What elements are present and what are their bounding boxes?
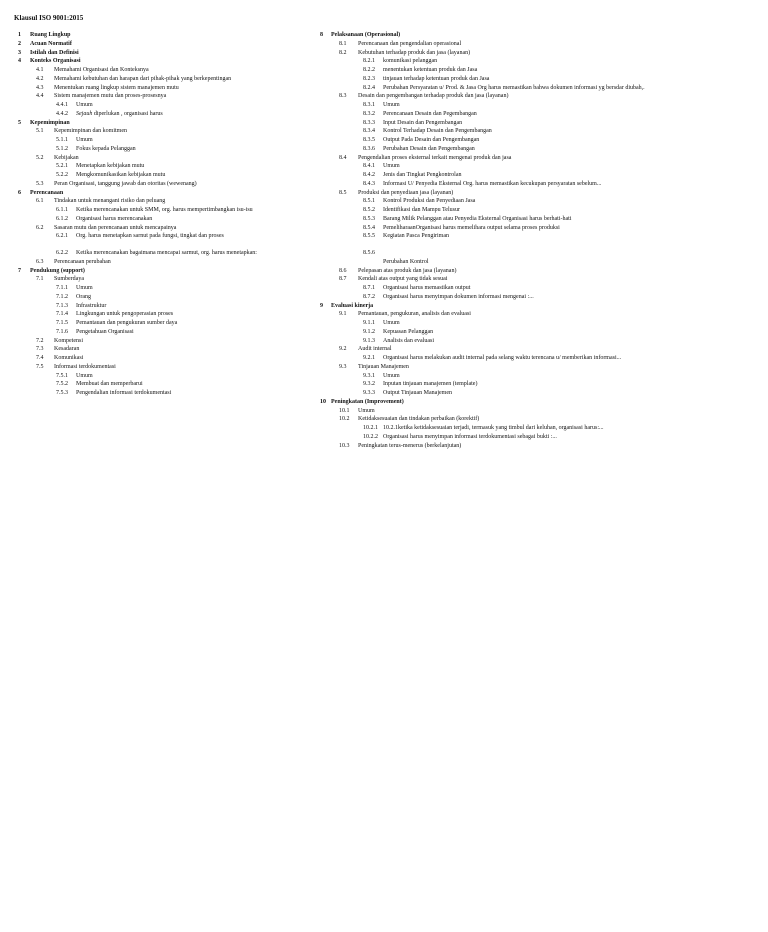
toc-entry (14, 136, 314, 145)
clause-title: Jenis dan Tingkat Pengkontrolan (383, 172, 462, 178)
toc-entry (317, 258, 757, 267)
clause-title: Istilah dan Definisi (30, 49, 79, 56)
clause-number: 6.2.1 (56, 233, 68, 240)
toc-entry (14, 180, 314, 189)
clause-title: Perencanaan Desain dan Pegembangan (383, 110, 477, 117)
toc-entry (14, 197, 314, 206)
clause-title: Audit internal (358, 346, 392, 353)
clause-title: Analisis dan evaluasi (383, 337, 434, 344)
clause-title: Sistem manajemen mutu dan proses-prosesnya (54, 93, 167, 100)
toc-entry (14, 75, 314, 84)
clause-number: 9.3.3 (363, 390, 375, 396)
toc-entry (317, 180, 757, 189)
toc-entry (14, 101, 314, 110)
toc-entry (317, 310, 757, 319)
toc-entry (317, 197, 757, 206)
clause-title: Organisasi harus melakukan audit internal pada selang waktu terencana u/ memberikan informasi... (383, 355, 622, 361)
clause-title: Ruang Lingkup (30, 32, 71, 38)
toc-entry (317, 328, 757, 337)
clause-title: Sasaran mutu dan perencanaan untuk mencapainya (54, 224, 177, 231)
clause-title: Umum (383, 102, 400, 108)
toc-entry (14, 267, 314, 276)
clause-title: Pendukung (support) (30, 267, 85, 274)
clause-number: 2 (18, 40, 21, 47)
clause-number: 7.1.3 (56, 302, 68, 309)
clause-title: Informasi terdokumentasi (54, 363, 116, 370)
clause-title: menentukan ketentuan produk dan Jasa (383, 67, 478, 73)
clause-number: 7.1.6 (56, 328, 68, 335)
clause-number: 9.2 (339, 346, 347, 353)
clause-title: Pelaksanaan (Operasional) (331, 32, 401, 38)
clause-number: 7.5.2 (56, 381, 68, 388)
toc-entry (14, 31, 314, 40)
toc-entry (14, 249, 314, 258)
toc-entry (14, 84, 314, 93)
clause-number: 5.1.1 (56, 137, 68, 143)
clause-title: Desain dan pengembangan terhadap produk dan jasa (layanan) (358, 93, 509, 100)
clause-title: Konteks Organisasi (30, 58, 81, 65)
clause-title: Fokus kepada Pelanggan (76, 145, 136, 152)
clause-number: 8.7.2 (363, 293, 375, 300)
toc-entry (317, 66, 757, 75)
clause-title: Orang (76, 293, 91, 300)
toc-entry (14, 380, 314, 389)
clause-number: 4.1 (36, 67, 44, 73)
clause-number: 3 (18, 49, 21, 56)
clause-title: Perubahan Persyaratan u/ Prod. & Jasa Org harus memastikan bahwa dokumen informasi yg bersdar diubah,. (383, 84, 645, 91)
clause-title: Kendali atas output yang tidak sesuai (358, 276, 448, 283)
toc-right-column (317, 31, 757, 450)
clause-number: 8.5.2 (363, 207, 375, 213)
toc-entry (317, 206, 757, 215)
clause-number: 6.1 (36, 198, 44, 205)
toc-entry (317, 75, 757, 84)
toc-entry (317, 232, 757, 241)
clause-title: PemeliharaanOrganisasi harus memelihara output selama proses produksi (383, 224, 560, 231)
clause-number: 5.2 (36, 154, 44, 161)
clause-title: Kontrol Terhadap Desain dan Pengembangan (383, 128, 492, 135)
toc-entry (14, 372, 314, 381)
toc-entry (14, 363, 314, 372)
toc-entry (317, 127, 757, 136)
toc-entry (317, 101, 757, 110)
clause-number: 10.2.2 (363, 433, 378, 440)
clause-title: Kebutuhan terhadap produk dan jasa (layanan) (358, 49, 471, 56)
toc-entry (317, 433, 757, 442)
clause-number: 8.1 (339, 40, 347, 47)
toc-entry (317, 372, 757, 381)
clause-number: 8.2.2 (363, 67, 375, 73)
clause-number: 6 (18, 189, 21, 196)
toc-entry (14, 49, 314, 58)
toc-entry (317, 398, 757, 407)
toc-entry (317, 345, 757, 354)
toc-entry (317, 49, 757, 58)
clause-number: 8.5.1 (363, 198, 375, 205)
toc-entry (14, 92, 314, 101)
clause-number: 7.2 (36, 337, 44, 344)
toc-entry (317, 145, 757, 154)
clause-title: Output Tinjauan Manajemen (383, 390, 452, 396)
clause-number: 7.5.1 (56, 372, 68, 379)
clause-number: 9.1 (339, 311, 347, 318)
clause-title: Organisasi harus menyimpan dokumen informasi mengenai :... (383, 293, 534, 300)
clause-number: 7.4 (36, 355, 44, 361)
toc-entry (14, 40, 314, 49)
toc-entry (317, 337, 757, 346)
clause-number: 8.3.6 (363, 145, 375, 152)
clause-number: 8.5.4 (363, 224, 375, 231)
toc-entry (317, 275, 757, 284)
toc-entry (317, 31, 757, 40)
clause-number: 7.5 (36, 363, 44, 370)
toc-entry (14, 345, 314, 354)
toc-entry (14, 310, 314, 319)
clause-title: Identifikasi dan Mampu Telusur (383, 207, 460, 213)
toc-entry (317, 136, 757, 145)
clause-title: Pemantauan dan pengukuran sumber daya (76, 320, 178, 326)
clause-title: Perubahan Desain dan Pengembangan (383, 145, 475, 152)
clause-title: Memahami Organisasi dan Konteksnya (54, 67, 149, 73)
clause-title: Peningkatan (Improvement) (331, 398, 404, 405)
toc-entry (317, 415, 757, 424)
clause-title: Organisasi harus memastikan output (383, 285, 471, 291)
clause-title: Kompetensi (54, 337, 83, 344)
clause-number: 8.5 (339, 189, 347, 196)
toc-entry (14, 328, 314, 337)
clause-number: 10.2.1 (363, 425, 378, 431)
clause-number: 7.1.5 (56, 320, 68, 326)
clause-number: 4.3 (36, 84, 44, 91)
clause-number: 9.1.3 (363, 337, 375, 344)
toc-entry (14, 275, 314, 284)
clause-number: 8.5.6 (363, 250, 375, 256)
clause-number: 7 (18, 267, 21, 274)
clause-title: Ketika merencanakan untuk SMM, org. harus mempertimbangkan isu-isu (76, 207, 253, 213)
clause-title: Pengetahuan Organisasi (76, 328, 134, 335)
clause-title: Menentukan ruang lingkup sistem manajemen mutu (54, 84, 179, 91)
toc-entry (317, 215, 757, 224)
clause-number: 9.3.2 (363, 381, 375, 388)
toc-entry (317, 380, 757, 389)
toc-entry (14, 189, 314, 198)
toc-entry (317, 224, 757, 233)
clause-number: 6.1.1 (56, 207, 68, 213)
clause-title: Umum (358, 407, 375, 414)
clause-title: Evaluasi kinerja (331, 302, 374, 309)
clause-number: 7.1.4 (56, 311, 68, 318)
clause-number: 8.3.4 (363, 128, 375, 135)
toc-entry (317, 40, 757, 49)
clause-number: 10.3 (339, 442, 350, 449)
clause-number: 8.3 (339, 93, 347, 100)
clause-number: 10.1 (339, 407, 350, 414)
toc-entry (14, 224, 314, 233)
toc-entry (317, 302, 757, 311)
clause-title: Umum (76, 372, 93, 379)
clause-title: Menetapkan kebijakan mutu (76, 163, 145, 170)
clause-title: Pemantauan, pengukuran, analisis dan evaluasi (358, 311, 471, 318)
clause-number: 6.1.2 (56, 215, 68, 222)
clause-number: 6.3 (36, 258, 44, 265)
clause-title: Umum (76, 137, 93, 143)
clause-number: 9.1.2 (363, 328, 375, 335)
toc-entry (14, 284, 314, 293)
clause-number: 4.2 (36, 75, 44, 82)
clause-number: 8 (320, 32, 323, 38)
clause-title: Produksi dan penyediaan jasa (layanan) (358, 189, 454, 196)
toc-entry (14, 57, 314, 66)
clause-number: 8.2.3 (363, 75, 375, 82)
clause-number: 7.1.2 (56, 293, 68, 300)
clause-title: Output Pada Desain dan Pengembangan (383, 137, 480, 143)
clause-title: komunikasi pelanggan (383, 58, 438, 65)
clause-title: Peningkatan terus-menerus (berkelanjutan) (358, 442, 462, 449)
clause-title: Ketika merencanakan bagaimana mencapai sarmut, org. harus menetapkan: (76, 250, 257, 256)
clause-title: Komunikasi (54, 355, 84, 361)
clause-title: Mengkomunikasikan kebijakan mutu (76, 172, 166, 178)
clause-number: 8.6 (339, 267, 347, 274)
clause-title: Pelepasan atas produk dan jasa (layanan) (358, 267, 457, 274)
toc-entry (317, 171, 757, 180)
toc-entry (317, 84, 757, 93)
toc-entry (317, 57, 757, 66)
clause-title: Kepemimpinan (30, 119, 70, 126)
clause-title: Kepemimpinan dan komitmen (54, 128, 127, 135)
clause-title: Tinjauan Manajemen (358, 363, 409, 370)
clause-number: 5.2.1 (56, 163, 68, 170)
clause-number: 8.7.1 (363, 285, 375, 291)
clause-number: 8.5.3 (363, 215, 375, 222)
clause-number: 8.3.1 (363, 102, 375, 108)
toc-entry (14, 127, 314, 136)
clause-number: 10 (320, 398, 326, 405)
clause-number: 8.4 (339, 154, 347, 161)
clause-title: Perubahan Kontrol (383, 258, 429, 265)
clause-title: Kontrol Produksi dan Penyediaan Jasa (383, 198, 476, 205)
clause-number: 6.2 (36, 224, 44, 231)
clause-number: 5 (18, 119, 21, 126)
toc-entry (317, 424, 757, 433)
clause-number: 10.2 (339, 416, 350, 423)
toc-entry (317, 119, 757, 128)
clause-title: Kesadaran (54, 346, 80, 353)
toc-entry (317, 319, 757, 328)
clause-title: Sejauh diperlukan , organisasi harus (76, 110, 163, 117)
clause-number: 5.3 (36, 180, 44, 187)
clause-number: 8.2 (339, 49, 347, 56)
clause-title: Umum (383, 372, 400, 379)
toc-entry (14, 110, 314, 119)
clause-number: 9 (320, 302, 323, 309)
clause-title: Organisasi harus menyimpan informasi terdokumentasi sebagai bukti :... (383, 433, 557, 440)
clause-number: 8.3.3 (363, 119, 375, 126)
toc-entry (317, 92, 757, 101)
toc-entry (317, 284, 757, 293)
page-title: Klausul ISO 9001:2015 (14, 14, 84, 22)
toc-entry (14, 171, 314, 180)
clause-number: 5.1 (36, 128, 44, 135)
toc-entry (14, 293, 314, 302)
clause-title: Memahami kebutuhan dan harapan dari pihak-pihak yang berkepentingan (54, 75, 232, 82)
clause-number: 7.3 (36, 346, 44, 353)
toc-left-column (14, 31, 314, 398)
clause-title: Inputan tinjauan manajemen (template) (383, 381, 478, 388)
clause-number: 7.5.3 (56, 390, 68, 396)
toc-entry (317, 293, 757, 302)
clause-number: 5.2.2 (56, 172, 68, 178)
toc-entry (14, 354, 314, 363)
clause-number: 7.1.1 (56, 285, 68, 291)
toc-entry (317, 162, 757, 171)
clause-title: Peran Organisasi, tanggung jawab dan otoritas (wewenang) (54, 180, 197, 187)
clause-title: Barang Milik Pelanggan atau Penyedia Eksternal Organisasi harus berhati-hati (383, 215, 572, 222)
clause-number: 8.4.2 (363, 172, 375, 178)
toc-entry (317, 354, 757, 363)
toc-entry (317, 442, 757, 451)
toc-entry (317, 389, 757, 398)
toc-entry (317, 407, 757, 416)
clause-title: Ketidaksesuaian dan tindakan perbaikan (korektif) (358, 416, 480, 423)
clause-title: Umum (76, 102, 93, 108)
clause-title: Infrastruktur (76, 302, 107, 309)
toc-entry (14, 389, 314, 398)
clause-title: Membuat dan memperbarui (76, 381, 143, 388)
clause-title: Kepuasan Pelanggan (383, 328, 434, 335)
clause-number: 8.2.4 (363, 84, 375, 91)
toc-entry (317, 110, 757, 119)
clause-number: 4.4.2 (56, 110, 68, 117)
clause-number: 8.7 (339, 276, 347, 283)
toc-entry (317, 189, 757, 198)
clause-title: Sumberdaya (54, 276, 84, 283)
toc-entry (317, 154, 757, 163)
clause-number: 8.3.2 (363, 110, 375, 117)
toc-entry (14, 66, 314, 75)
clause-title: Perencanaan perubahan (54, 258, 111, 265)
clause-number: 4.4 (36, 93, 44, 100)
toc-entry (14, 206, 314, 215)
clause-title: Pengendalian informasi terdokumentasi (76, 390, 172, 396)
clause-number: 7.1 (36, 276, 44, 283)
clause-title: Tindakan untuk menangani risiko dan peluang (54, 198, 166, 205)
clause-title: tinjauan terhadap ketentuan produk dan Jasa (383, 75, 490, 82)
clause-title: Pengendalian proses eksternal terkait mengenai produk dan jasa (358, 154, 512, 161)
clause-number: 6.2.2 (56, 250, 68, 256)
clause-title: Umum (76, 285, 93, 291)
clause-title: Organisasi harus merencanakan (76, 215, 153, 222)
toc-entry (14, 232, 314, 241)
clause-title: Perencanaan (30, 189, 64, 196)
clause-title: 10.2.1ketika ketidaksesuaian terjadi, termasuk yang timbul dari keluhan, organisasi harus:... (383, 425, 604, 431)
clause-number: 8.5.5 (363, 233, 375, 240)
clause-title: Kegiatan Pasca Pengiriman (383, 233, 449, 240)
clause-number: 5.1.2 (56, 145, 68, 152)
clause-number: 8.4.1 (363, 163, 375, 170)
toc-entry (317, 249, 757, 258)
clause-number: 1 (18, 32, 21, 38)
toc-entry (14, 154, 314, 163)
clause-title: Umum (383, 320, 400, 326)
toc-entry (14, 302, 314, 311)
clause-number: 9.3.1 (363, 372, 375, 379)
toc-entry (317, 267, 757, 276)
clause-title: Acuan Normatif (30, 40, 72, 47)
toc-entry (14, 162, 314, 171)
clause-title: Kebijakan (54, 154, 79, 161)
toc-entry (14, 119, 314, 128)
toc-entry (14, 215, 314, 224)
clause-title: Org. harus menetapkan sarnut pada fungsi, tingkat dan proses (76, 233, 224, 240)
clause-number: 9.3 (339, 363, 347, 370)
clause-number: 9.2.1 (363, 355, 375, 361)
clause-title: Input Desain dan Pengembangan (383, 119, 463, 126)
clause-title: Perencanaan dan pengendalian operasional (358, 40, 462, 47)
toc-entry (14, 145, 314, 154)
toc-entry (14, 319, 314, 328)
clause-number: 8.4.3 (363, 180, 375, 187)
clause-title: Umum (383, 163, 400, 170)
clause-number: 4 (18, 58, 21, 65)
toc-entry (317, 363, 757, 372)
clause-title: Lingkungan untuk pengoperasian proses (76, 311, 174, 318)
toc-entry (14, 258, 314, 267)
clause-number: 9.1.1 (363, 320, 375, 326)
clause-title: Informasi U/ Penyedia Eksternal Org. harus memastikan kecukupan persyaratan sebelum... (383, 180, 602, 187)
clause-number: 4.4.1 (56, 102, 68, 108)
clause-number: 8.2.1 (363, 58, 375, 65)
clause-number: 8.3.5 (363, 137, 375, 143)
toc-entry (14, 337, 314, 346)
